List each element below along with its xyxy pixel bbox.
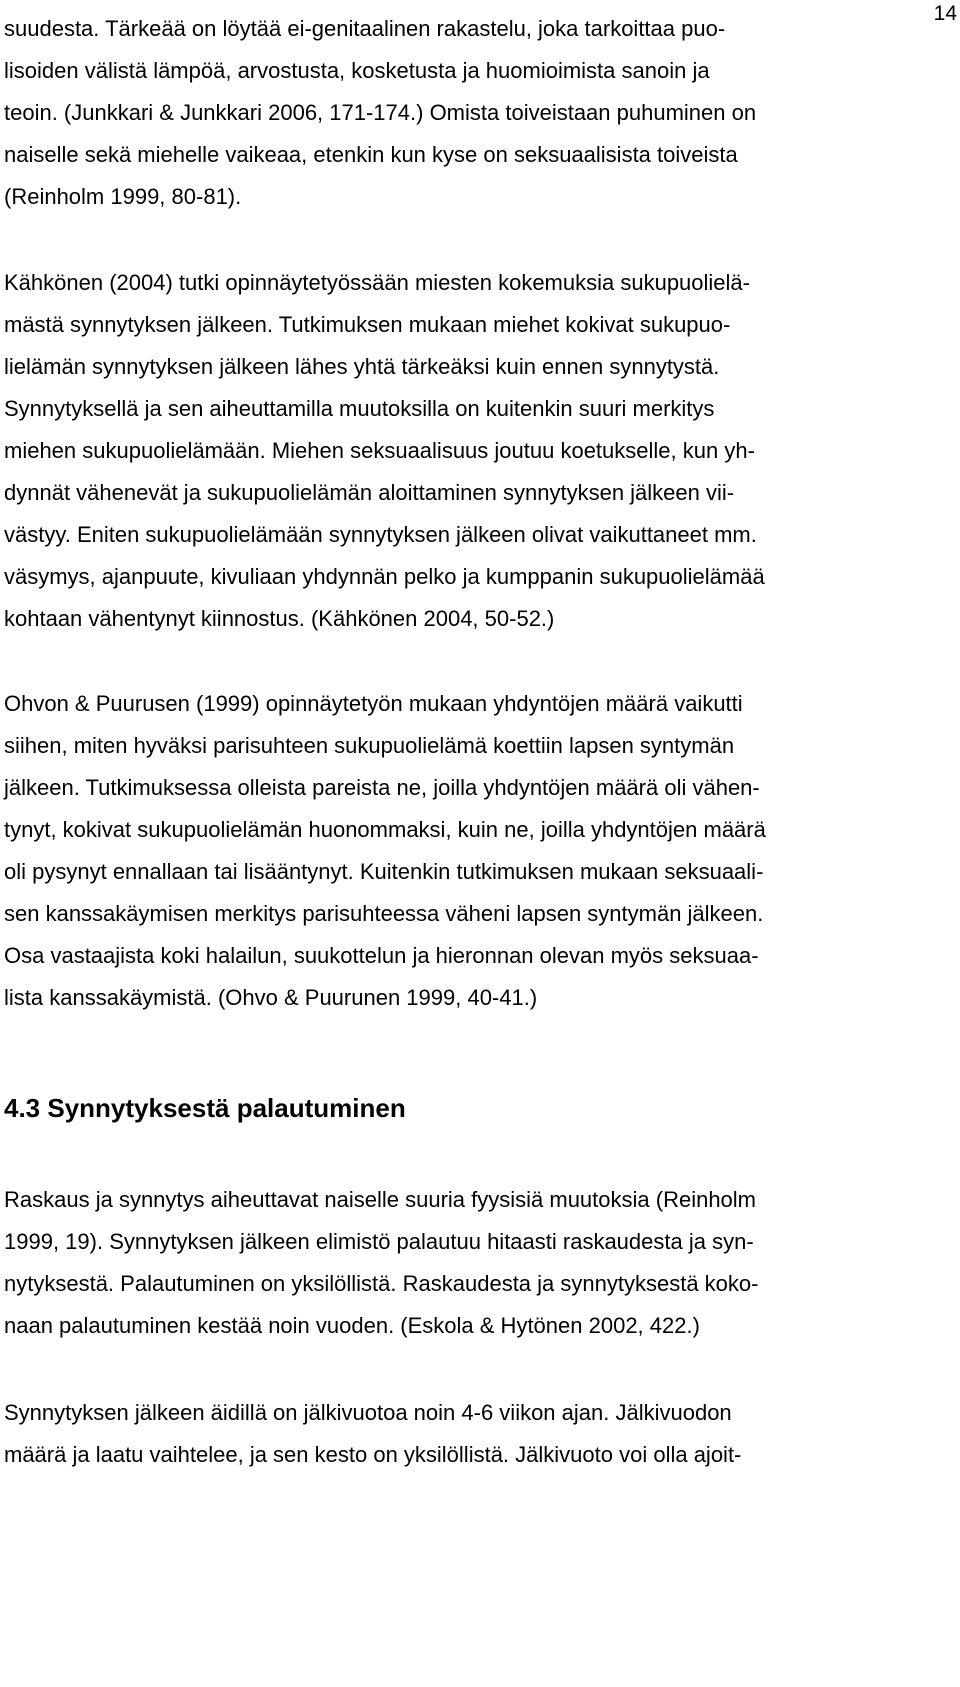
page-number: 14 [933, 2, 957, 25]
text-line: dynnät vähenevät ja sukupuolielämän aloittaminen synnytyksen jälkeen vii- [4, 480, 735, 505]
text-line: jälkeen. Tutkimuksessa olleista pareista ne, joilla yhdyntöjen määrä oli vähen- [4, 775, 760, 800]
text-line: Osa vastaajista koki halailun, suukottelun ja hieronnan olevan myös seksuaa- [4, 943, 759, 968]
text-line: mästä synnytyksen jälkeen. Tutkimuksen mukaan miehet kokivat sukupuo- [4, 312, 731, 337]
text-line: Synnytyksellä ja sen aiheuttamilla muutoksilla on kuitenkin suuri merkitys [4, 396, 715, 421]
text-line: lielämän synnytyksen jälkeen lähes yhtä tärkeäksi kuin ennen synnytystä. [4, 354, 720, 379]
section-heading: 4.3 Synnytyksestä palautuminen [4, 1093, 406, 1123]
text-line: naan palautuminen kestää noin vuoden. (Eskola & Hytönen 2002, 422.) [4, 1313, 700, 1338]
text-line: määrä ja laatu vaihtelee, ja sen kesto on yksilöllistä. Jälkivuoto voi olla ajoit- [4, 1442, 742, 1467]
text-line: nytyksestä. Palautuminen on yksilöllistä. Raskaudesta ja synnytyksestä koko- [4, 1271, 759, 1296]
text-line: väsymys, ajanpuute, kivuliaan yhdynnän pelko ja kumppanin sukupuolielämää [4, 564, 765, 589]
text-line: Raskaus ja synnytys aiheuttavat naiselle suuria fyysisiä muutoksia (Reinholm [4, 1187, 757, 1212]
text-line: miehen sukupuolielämään. Miehen seksuaalisuus joutuu koetukselle, kun yh- [4, 438, 755, 463]
text-line: sen kanssakäymisen merkitys parisuhteessa väheni lapsen syntymän jälkeen. [4, 901, 764, 926]
text-line: naiselle sekä miehelle vaikeaa, etenkin kun kyse on seksuaalisista toiveista [4, 142, 738, 167]
text-line: teoin. (Junkkari & Junkkari 2006, 171-174.) Omista toiveistaan puhuminen on [4, 100, 757, 125]
text-line: Ohvon & Puurusen (1999) opinnäytetyön mukaan yhdyntöjen määrä vaikutti [4, 691, 743, 716]
text-line: (Reinholm 1999, 80-81). [4, 184, 242, 209]
text-line: Synnytyksen jälkeen äidillä on jälkivuotoa noin 4-6 viikon ajan. Jälkivuodon [4, 1400, 732, 1425]
text-line: lista kanssakäymistä. (Ohvo & Puurunen 1999, 40-41.) [4, 985, 538, 1010]
text-line: siihen, miten hyväksi parisuhteen sukupuolielämä koettiin lapsen syntymän [4, 733, 735, 758]
text-line: kohtaan vähentynyt kiinnostus. (Kähkönen 2004, 50-52.) [4, 606, 555, 631]
text-line: lisoiden välistä lämpöä, arvostusta, kosketusta ja huomioimista sanoin ja [4, 58, 710, 83]
text-line: tynyt, kokivat sukupuolielämän huonommaksi, kuin ne, joilla yhdyntöjen määrä [4, 817, 766, 842]
text-line: Kähkönen (2004) tutki opinnäytetyössään miesten kokemuksia sukupuolielä- [4, 270, 750, 295]
text-line: 1999, 19). Synnytyksen jälkeen elimistö palautuu hitaasti raskaudesta ja syn- [4, 1229, 754, 1254]
text-line: suudesta. Tärkeää on löytää ei-genitaalinen rakastelu, joka tarkoittaa puo- [4, 16, 726, 41]
text-line: oli pysynyt ennallaan tai lisääntynyt. Kuitenkin tutkimuksen mukaan seksuaali- [4, 859, 764, 884]
text-line: västyy. Eniten sukupuolielämään synnytyksen jälkeen olivat vaikuttaneet mm. [4, 522, 757, 547]
